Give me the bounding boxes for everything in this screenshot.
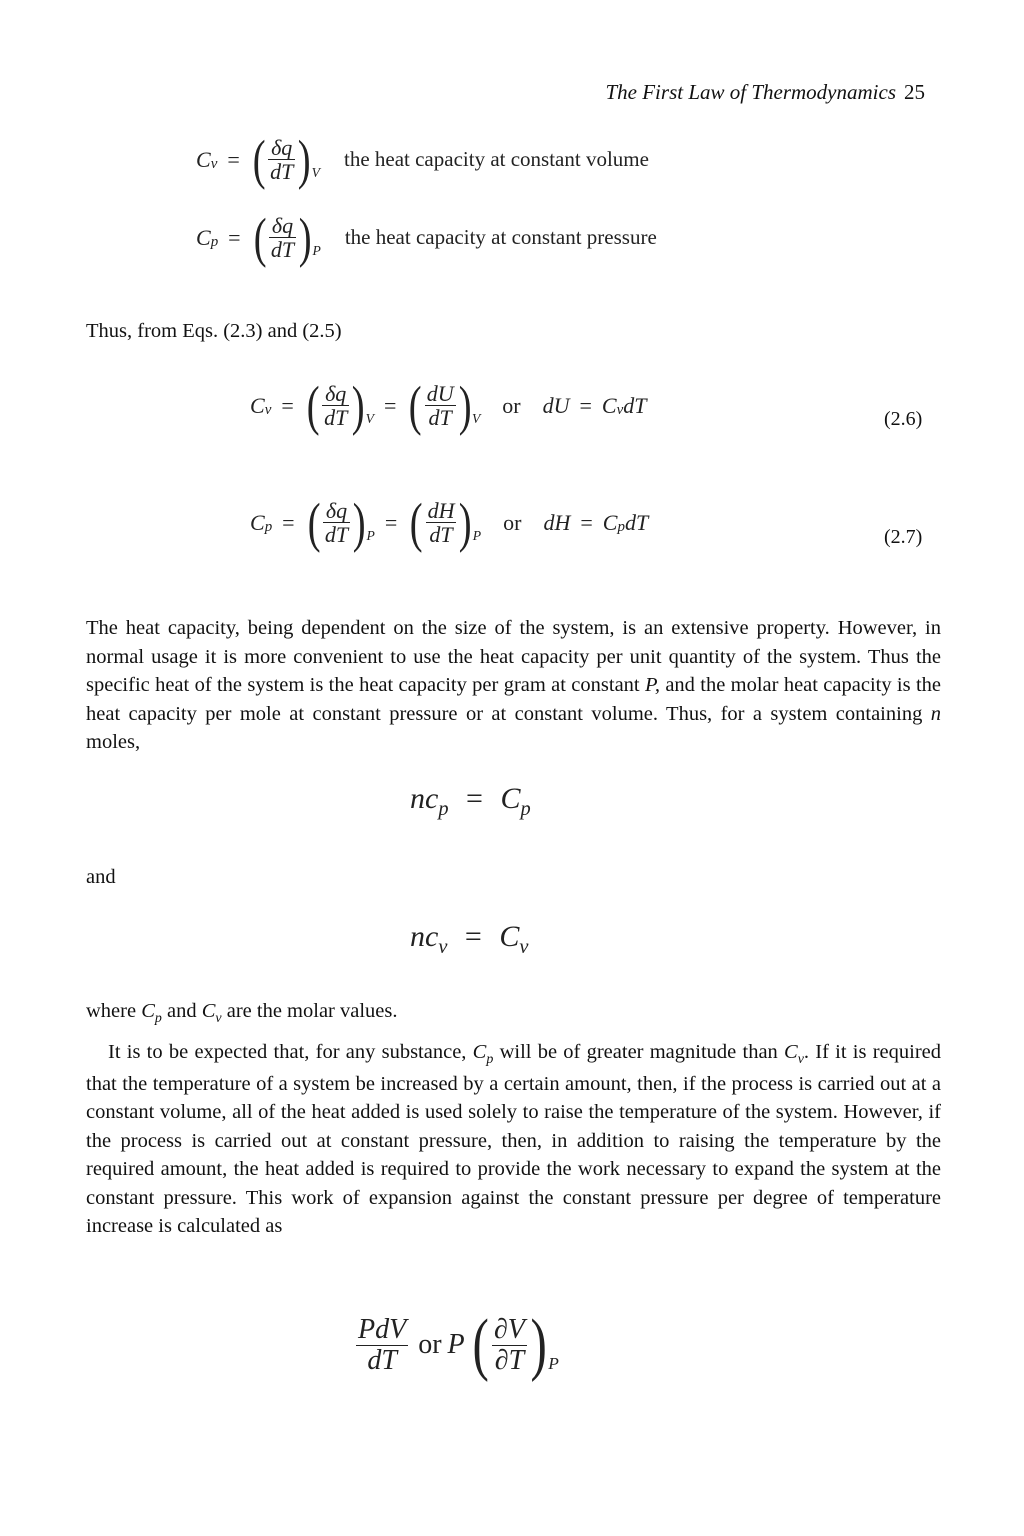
running-header — [540, 80, 925, 105]
paragraph-heat-capacity: The heat capacity, being dependent on the size of the system, is an extensive property. However, in normal usage it is more convenient to use the heat capacity per unit quantity of the system. Thus the specific heat of the system is the heat capacity per gram at constant P, and the molar heat capacity is the heat capacity per mole at constant pressure or at constant volume. Thus, for a system containing n moles, — [86, 617, 941, 753]
text-where: where $C_p$ and $C_v$ are the molar values. — [86, 1000, 398, 1026]
definition-cp-text: the heat capacity at constant pressure — [344, 225, 657, 249]
definition-cv-text: the heat capacity at constant volume — [343, 147, 649, 171]
definition-cv: C v = ( $\frac{\delta q}{dT}$ ) V the heat capacity at constant volume — [196, 129, 649, 190]
page-number: 25 — [904, 80, 925, 104]
equation-number-2-7: (2.7) — [884, 526, 923, 548]
equation-2-7: C p = ( $\frac{\delta q}{dT}$ ) P = ( $\frac{dH}{dT}$ ) P or dH = C p dT — [250, 492, 649, 553]
definition-cp: C p = ( $\frac{\delta q}{dT}$ ) P the heat capacity at constant pressure — [196, 207, 657, 268]
equation-work: $\frac{\text{PdV}}{dT}$ or P ( $\frac{\partial V}{\partial T}$ ) P — [358, 1306, 559, 1383]
equation-number-2-6: (2.6) — [884, 408, 923, 430]
equation-ncv: $nc_v = C_v$ — [410, 920, 529, 959]
paragraph-expansion-work: It is to be expected that, for any substance, $C_p$ will be of greater magnitude than $C_v$. If it is required that the temperature of a system be increased by a certain amount, then, if the process is carried out at a constant volume, all of the heat added is used solely to raise the temperature of the system. However, if the process is carried out at constant pressure, then, in addition to raising the temperature by the required amount, the heat added is required to provide the work necessary to expand the system at the constant pressure. This work of expansion against the constant pressure per degree of temperature increase is calculated as — [86, 1041, 942, 1237]
header-title: The First Law of Thermodynamics — [605, 80, 896, 104]
equation-2-6: C v = ( $\frac{\delta q}{dT}$ ) V = ( $\frac{dU}{dT}$ ) V or dU = C v dT — [250, 375, 647, 436]
text-and: and — [86, 866, 116, 888]
equation-ncp: $nc_p = C_p$ — [410, 782, 531, 821]
text-thus: Thus, from Eqs. (2.3) and (2.5) — [86, 320, 342, 342]
